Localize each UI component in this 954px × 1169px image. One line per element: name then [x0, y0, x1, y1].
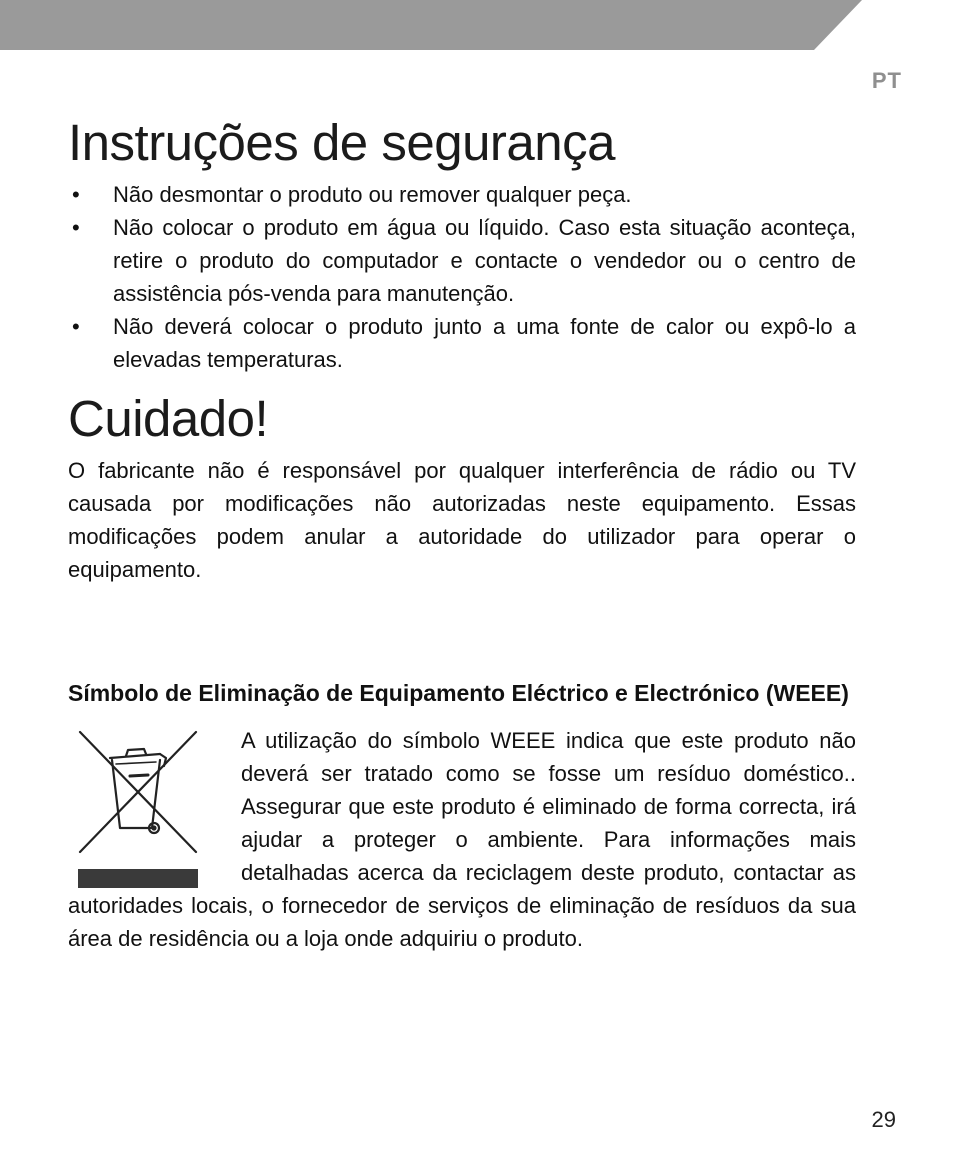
caution-title: Cuidado! — [68, 390, 269, 447]
safety-item — [68, 310, 856, 376]
header-bar — [0, 0, 954, 50]
bullet-icon: • — [72, 182, 80, 207]
crossed-out-bin-icon — [74, 728, 204, 888]
weee-title: Símbolo de Eliminação de Equipamento Eléctrico e Electrónico (WEEE) — [68, 680, 849, 706]
safety-item-text: Não desmontar o produto ou remover qualquer peça. — [113, 182, 632, 207]
page-number: 29 — [871, 1107, 896, 1132]
safety-item-text: Não colocar o produto em água ou líquido. Caso esta situação aconteça, retire o produto do computador e contacte o vendedor ou o centro de assistência pós-venda para manutenção. — [113, 215, 856, 306]
weee-text: A utilização do símbolo WEEE indica que este produto não deverá ser tratado como se fosse um resíduo doméstico.. Assegurar que este produto é eliminado de forma correcta, irá ajudar a proteger o ambiente. Para informações mais detalhadas acerca da reciclagem deste produto, contactar as autoridades locais, o fornecedor de serviços de eliminação de resíduos da sua área de residência ou a loja onde adquiriu o produto. — [68, 728, 856, 951]
safety-item-text: Não deverá colocar o produto junto a uma fonte de calor ou expô-lo a elevadas temperaturas. — [113, 314, 856, 372]
language-label: PT — [871, 68, 902, 93]
caution-text: O fabricante não é responsável por qualquer interferência de rádio ou TV causada por modificações não autorizadas neste equipamento. Essas modificações podem anular a autoridade do utilizador para operar o equipamento. — [68, 458, 856, 582]
safety-list — [68, 178, 856, 376]
safety-item — [68, 178, 856, 211]
safety-title: Instruções de segurança — [68, 114, 616, 171]
safety-item — [68, 211, 856, 310]
page-content — [68, 108, 856, 955]
bullet-icon: • — [72, 314, 80, 339]
weee-section — [68, 724, 856, 955]
bullet-icon: • — [72, 215, 80, 240]
